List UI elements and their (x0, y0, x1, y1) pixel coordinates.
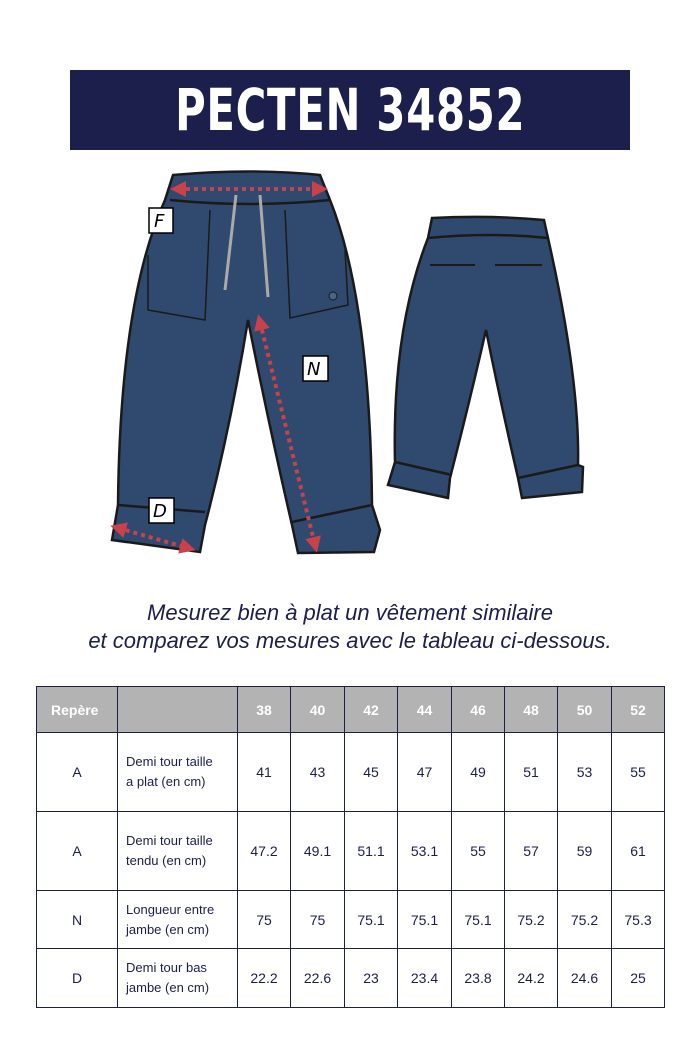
description-line: a plat (en cm) (126, 774, 206, 789)
value-cell: 75.1 (452, 891, 505, 949)
value-cell: 24.6 (558, 949, 612, 1008)
column-header: 40 (291, 687, 345, 733)
svg-text:D: D (153, 501, 167, 522)
column-header: 46 (452, 687, 505, 733)
column-header: 42 (345, 687, 398, 733)
mark-cell: D (37, 949, 118, 1008)
mark-cell: A (37, 733, 118, 812)
table-row (37, 733, 665, 812)
value-cell: 23.8 (452, 949, 505, 1008)
value-cell: 75.1 (398, 891, 452, 949)
value-cell: 25 (612, 949, 665, 1008)
value-cell: 43 (291, 733, 345, 812)
description-line: jambe (en cm) (126, 921, 210, 937)
value-cell: 53.1 (398, 812, 452, 891)
value-cell: 22.6 (291, 949, 345, 1008)
value-cell: 75 (238, 891, 291, 949)
value-cell: 45 (345, 733, 398, 812)
column-header: Repère (37, 687, 118, 733)
value-cell: 59 (558, 812, 612, 891)
value-cell: 55 (452, 812, 505, 891)
svg-text:N: N (307, 359, 321, 380)
description-line: Demi tour taille (126, 833, 213, 848)
back-pants (388, 217, 583, 498)
description-line: Longueur entre (126, 901, 215, 917)
description-line: Demi tour bas (126, 960, 207, 975)
value-cell: 61 (612, 812, 665, 891)
table-row (37, 949, 665, 1008)
label-f (149, 208, 173, 233)
column-header: 44 (398, 687, 452, 733)
mark-cell: A (37, 812, 118, 891)
value-cell: 22.2 (238, 949, 291, 1008)
label-n (303, 356, 328, 381)
column-header (118, 687, 238, 733)
value-cell: 51 (505, 733, 558, 812)
description-line: jambe (en cm) (126, 980, 210, 995)
description-line: tendu (en cm) (126, 853, 207, 868)
value-cell: 75.3 (612, 891, 665, 949)
instruction-line-2: et comparez vos mesures avec le tableau ci-dessous. (88, 628, 612, 653)
pants-illustration (0, 160, 700, 570)
value-cell: 49.1 (291, 812, 345, 891)
column-header: 48 (505, 687, 558, 733)
value-cell: 47 (398, 733, 452, 812)
value-cell: 23 (345, 949, 398, 1008)
value-cell: 47.2 (238, 812, 291, 891)
value-cell: 55 (612, 733, 665, 812)
mark-cell: N (37, 891, 118, 949)
value-cell: 49 (452, 733, 505, 812)
value-cell: 41 (238, 733, 291, 812)
svg-text:F: F (154, 211, 165, 232)
value-cell: 75.2 (558, 891, 612, 949)
value-cell: 57 (505, 812, 558, 891)
instruction-line-1: Mesurez bien à plat un vêtement similaire (147, 600, 553, 625)
table-row (37, 891, 665, 949)
description-cell (118, 812, 238, 891)
description-cell (118, 891, 238, 949)
label-d (149, 498, 174, 523)
value-cell: 75 (291, 891, 345, 949)
column-header: 52 (612, 687, 665, 733)
table-row (37, 812, 665, 891)
value-cell: 53 (558, 733, 612, 812)
product-title: PECTEN 34852 (174, 76, 526, 144)
column-header: 38 (238, 687, 291, 733)
value-cell: 51.1 (345, 812, 398, 891)
description-cell (118, 949, 238, 1008)
value-cell: 24.2 (505, 949, 558, 1008)
value-cell: 23.4 (398, 949, 452, 1008)
description-line: Demi tour taille (126, 754, 213, 769)
column-header: 50 (558, 687, 612, 733)
value-cell: 75.2 (505, 891, 558, 949)
description-cell (118, 733, 238, 812)
title-banner (70, 70, 630, 150)
size-table (36, 686, 665, 1008)
value-cell: 75.1 (345, 891, 398, 949)
table-header-row (37, 687, 665, 733)
